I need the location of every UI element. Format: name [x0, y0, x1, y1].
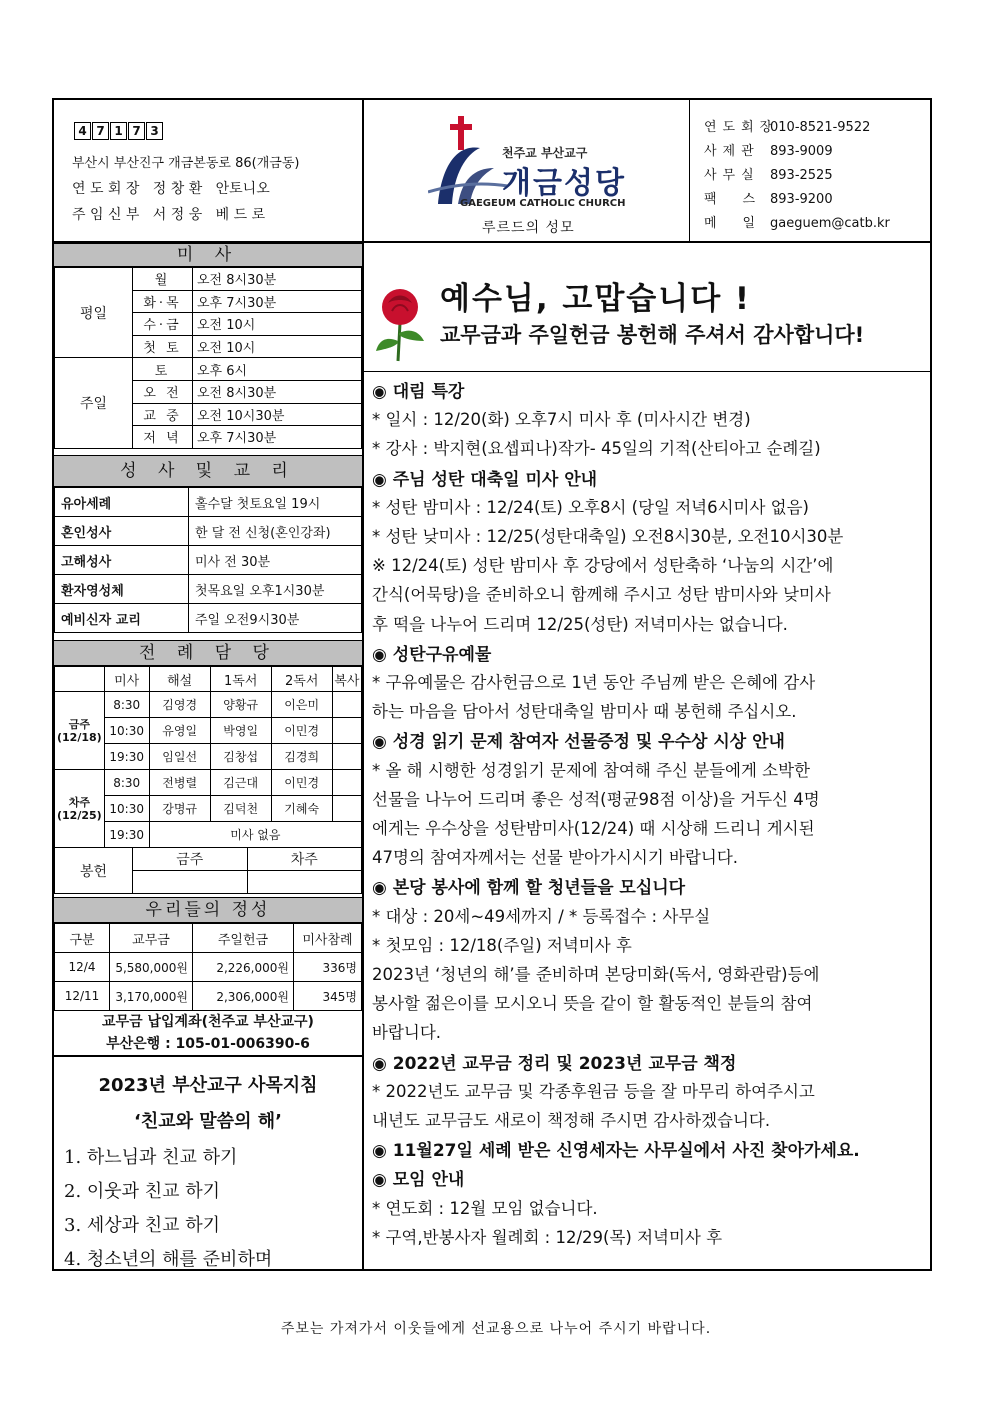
- no-mass-note: 미사 없음: [149, 822, 361, 848]
- table-row: [55, 268, 362, 291]
- logo-english-name: GAEGEUM CATHOLIC CHURCH: [460, 198, 626, 209]
- mass-section-title: 미 사: [54, 243, 362, 267]
- postal-digit: 7: [128, 122, 145, 140]
- liturgy-header: 미사: [104, 667, 149, 692]
- bonghun-this-week: 금주: [133, 848, 248, 871]
- mass-time: 오전 8시30분: [193, 380, 362, 403]
- offering-header: 미사참례: [294, 924, 362, 953]
- mass-time: 오후 7시30분: [193, 426, 362, 449]
- logo-diocese: 천주교 부산교구: [502, 146, 588, 160]
- sacrament-time: 홀수달 첫토요일 19시: [189, 488, 362, 517]
- mass-day: 오 전: [133, 380, 193, 403]
- contact-row: [704, 116, 870, 135]
- notice-line: 2023년 ‘청년의 해’를 준비하며 본당미화(독서, 영화관람)등에: [372, 965, 820, 984]
- sacrament-time: 첫목요일 오후1시30분: [189, 575, 362, 604]
- liturgy-header: 1독서: [210, 667, 271, 692]
- postal-digit: 1: [110, 122, 127, 140]
- contact-row: [704, 164, 833, 183]
- notice-line: * 일시 : 12/20(화) 오후7시 미사 후 (미사시간 변경): [372, 410, 751, 430]
- liturgy-cell: 김창섭: [210, 744, 271, 770]
- mass-time: 오전 10시: [193, 335, 362, 358]
- liturgy-cell: 기혜숙: [271, 796, 332, 822]
- president-line: 연 도 회 장 정 창 환 안토니오: [72, 181, 270, 197]
- sacrament-time: 미사 전 30분: [189, 546, 362, 575]
- postal-code: [74, 122, 163, 140]
- notice-heading: ◉ 주님 성탄 대축일 미사 안내: [372, 469, 598, 490]
- notice-line: 하는 마음을 담아서 성탄대축일 밤미사 때 봉헌해 주십시오.: [372, 702, 797, 722]
- account-line-2: 부산은행 : 105-01-006390-6: [106, 1036, 310, 1052]
- contact-value: 893-9200: [770, 192, 833, 207]
- contact-label: 사무실: [704, 168, 760, 183]
- bulletin-sheet: [52, 98, 932, 1271]
- pastoral-item: 2. 이웃과 친교 하기: [64, 1181, 221, 1202]
- contact-value: 893-9009: [770, 144, 833, 159]
- liturgy-header: 복사: [332, 667, 361, 692]
- mass-time: 오전 10시: [193, 313, 362, 336]
- liturgy-cell: [332, 744, 361, 770]
- offering-header: 교무금: [110, 924, 193, 953]
- offering-section-title: 우리들의 정성: [54, 897, 362, 923]
- notice-column: [364, 243, 930, 1269]
- notice-line: 간식(어묵탕)을 준비하오니 함께해 주시고 성탄 밤미사와 낮미사: [372, 585, 831, 605]
- notice-heading: ◉ 모임 안내: [372, 1170, 465, 1191]
- sacraments-table: [54, 487, 362, 633]
- offering-cell: 345명: [294, 982, 362, 1011]
- postal-digit: 3: [146, 122, 163, 140]
- contact-label: 팩스: [704, 192, 782, 207]
- liturgy-cell: 19:30: [104, 822, 149, 848]
- offering-cell: 12/4: [55, 953, 110, 982]
- liturgy-cell: 이은미: [271, 692, 332, 718]
- notice-line: 내년도 교무금도 새로이 책정해 주시면 감사하겠습니다.: [372, 1111, 771, 1130]
- liturgy-cell: 전병렬: [149, 770, 210, 796]
- notice-line: ※ 12/24(토) 성탄 밤미사 후 강당에서 성탄축하 ‘나눔의 시간’에: [372, 556, 834, 576]
- footer-note: 주보는 가져가서 이웃들에게 선교용으로 나누어 주시기 바랍니다.: [280, 1321, 712, 1337]
- offering-cell: 336명: [294, 953, 362, 982]
- liturgy-cell: 이민경: [271, 718, 332, 744]
- notice-line: * 대상 : 20세~49세까지 / * 등록접수 : 사무실: [372, 906, 711, 926]
- sacrament-time: 한 달 전 신청(혼인강좌): [189, 517, 362, 546]
- table-row: [55, 604, 362, 633]
- mass-day: 저 녁: [133, 426, 193, 449]
- contact-label: 연도회장: [704, 120, 779, 135]
- headline: 예수님, 고맙습니다 !: [440, 281, 752, 317]
- notice-line: 바랍니다.: [372, 1023, 442, 1043]
- sacraments-section-title: 성 사 및 교 리: [54, 455, 362, 487]
- mass-time: 오후 7시30분: [193, 290, 362, 313]
- bonghun-label: 봉헌: [55, 848, 133, 894]
- notice-line: 에게는 우수상을 성탄밤미사(12/24) 때 시상해 드리니 게시된: [372, 819, 815, 838]
- liturgy-cell: 박영일: [210, 718, 271, 744]
- mass-day: 월: [133, 268, 193, 291]
- pastor-line: 주 임 신 부 서 정 웅 베 드 로: [72, 207, 266, 223]
- table-row: [55, 692, 362, 718]
- offering-header: 구분: [55, 924, 110, 953]
- notice-line: 47명의 참여자께서는 선물 받아가시시기 바랍니다.: [372, 848, 738, 868]
- left-column: [54, 243, 364, 1269]
- liturgy-cell: 유영일: [149, 718, 210, 744]
- table-row: [55, 517, 362, 546]
- table-row: [55, 770, 362, 796]
- divider: [54, 1055, 362, 1057]
- liturgy-cell: 강명규: [149, 796, 210, 822]
- liturgy-cell: 김근대: [210, 770, 271, 796]
- this-week-label: 금주 (12/18): [55, 692, 105, 770]
- mass-day: 교 중: [133, 403, 193, 426]
- liturgy-corner: [55, 667, 105, 692]
- table-row: [55, 924, 362, 953]
- church-address: 부산시 부산진구 개금본동로 86(개금동): [72, 156, 300, 171]
- sacrament-name: 유아세례: [55, 488, 189, 517]
- liturgy-cell: [332, 692, 361, 718]
- liturgy-cell: 임일선: [149, 744, 210, 770]
- sacrament-name: 고해성사: [55, 546, 189, 575]
- pastoral-subtitle: ‘친교와 말씀의 해’: [134, 1111, 282, 1132]
- pastoral-item: 3. 세상과 친교 하기: [64, 1215, 221, 1236]
- table-row: [55, 488, 362, 517]
- table-row: [55, 575, 362, 604]
- notice-line: * 연도회 : 12월 모임 없습니다.: [372, 1198, 598, 1218]
- liturgy-cell: 이민경: [271, 770, 332, 796]
- postal-digit: 7: [92, 122, 109, 140]
- offering-cell: 2,306,000원: [193, 982, 294, 1011]
- notice-heading: ◉ 성경 읽기 문제 참여자 선물증정 및 우수상 시상 안내: [372, 732, 785, 753]
- rose-icon: [372, 283, 428, 363]
- postal-digit: 4: [74, 122, 91, 140]
- notice-line: * 구유예물은 감사헌금으로 1년 동안 주님께 받은 은혜에 감사: [372, 673, 816, 692]
- table-row: [55, 848, 362, 871]
- notice-line: * 성탄 낮미사 : 12/25(성탄대축일) 오전8시30분, 오전10시30분: [372, 527, 844, 546]
- pastoral-title: 2023년 부산교구 사목지침: [98, 1075, 318, 1096]
- liturgy-cell: 양황규: [210, 692, 271, 718]
- table-row: [55, 953, 362, 982]
- logo-church-name: 개금성당: [502, 166, 626, 201]
- notice-line: 후 떡을 나누어 드리며 12/25(성탄) 저녁미사는 없습니다.: [372, 614, 788, 634]
- notice-heading: ◉ 본당 봉사에 함께 할 청년들을 모십니다: [372, 878, 686, 899]
- bonghun-next-week: 차주: [247, 848, 362, 871]
- table-row: [55, 546, 362, 575]
- bonghun-cell: [247, 871, 362, 894]
- sacrament-name: 예비신자 교리: [55, 604, 189, 633]
- contact-value: gaeguem@catb.kr: [770, 216, 890, 231]
- sacrament-time: 주일 오전9시30분: [189, 604, 362, 633]
- notice-heading: ◉ 성탄구유예물: [372, 644, 492, 665]
- pastoral-item: 4. 청소년의 해를 준비하며: [64, 1249, 273, 1270]
- pastoral-guide: [54, 1071, 362, 1271]
- logo-caption: 루르드의 성모: [482, 220, 575, 236]
- mass-time: 오후 6시: [193, 358, 362, 381]
- mass-day: 첫 토: [133, 335, 193, 358]
- mass-day: 화·목: [133, 290, 193, 313]
- mass-schedule-table: [54, 267, 362, 449]
- liturgy-cell: [332, 796, 361, 822]
- table-row: [55, 667, 362, 692]
- notice-heading: ◉ 대림 특강: [372, 382, 465, 402]
- weekday-label: 평일: [55, 268, 133, 358]
- header-left: [54, 100, 364, 243]
- liturgy-cell: [332, 770, 361, 796]
- liturgy-cell: 김덕천: [210, 796, 271, 822]
- liturgy-cell: 19:30: [104, 744, 149, 770]
- liturgy-cell: 10:30: [104, 796, 149, 822]
- notice-line: * 첫모임 : 12/18(주일) 저녁미사 후: [372, 935, 632, 955]
- pastoral-item: 1. 하느님과 친교 하기: [64, 1147, 238, 1168]
- offering-cell: 2,226,000원: [193, 953, 294, 982]
- offering-header: 주일헌금: [193, 924, 294, 953]
- contact-box: [690, 100, 930, 243]
- mass-time: 오전 10시30분: [193, 403, 362, 426]
- table-row: [55, 358, 362, 381]
- contact-row: [704, 140, 833, 159]
- bonghun-cell: [133, 871, 248, 894]
- mass-day: 수·금: [133, 313, 193, 336]
- liturgy-header: 해설: [149, 667, 210, 692]
- account-line-1: 교무금 납입계좌(천주교 부산교구): [102, 1014, 314, 1030]
- liturgy-cell: 8:30: [104, 770, 149, 796]
- offering-table: [54, 923, 362, 1011]
- contact-row: [704, 188, 833, 207]
- table-row: [55, 982, 362, 1011]
- notice-line: * 올 해 시행한 성경읽기 문제에 참여해 주신 분들에게 소박한: [372, 760, 810, 780]
- notice-line: * 2022년도 교무금 및 각종후원금 등을 잘 마무리 하여주시고: [372, 1081, 815, 1101]
- liturgy-cell: 8:30: [104, 692, 149, 718]
- notice-heading: ◉ 2022년 교무금 정리 및 2023년 교무금 책정: [372, 1053, 737, 1074]
- divider: [364, 371, 930, 372]
- church-logo: [364, 100, 690, 243]
- offering-cell: 5,580,000원: [110, 953, 193, 982]
- liturgy-cell: [332, 718, 361, 744]
- offering-duty-table: [54, 847, 362, 894]
- notice-line: 선물을 나누어 드리며 좋은 성적(평균98점 이상)을 거두신 4명: [372, 789, 820, 809]
- mass-time: 오전 8시30분: [193, 268, 362, 291]
- contact-row: [704, 212, 890, 231]
- contact-label: 메일: [704, 216, 782, 231]
- liturgy-section-title: 전 례 담 당: [54, 640, 362, 666]
- offering-cell: 12/11: [55, 982, 110, 1011]
- notice-line: * 구역,반봉사자 월례회 : 12/29(목) 저녁미사 후: [372, 1227, 723, 1247]
- liturgy-cell: 10:30: [104, 718, 149, 744]
- subheadline: 교무금과 주일헌금 봉헌해 주셔서 감사합니다!: [440, 323, 865, 347]
- notice-line: * 성탄 밤미사 : 12/24(토) 오후8시 (당일 저녁6시미사 없음): [372, 497, 809, 517]
- liturgy-table: [54, 666, 362, 848]
- notice-heading: ◉ 11월27일 세례 받은 신영세자는 사무실에서 사진 찾아가세요.: [372, 1141, 860, 1162]
- notice-line: * 강사 : 박지현(요셉피나)작가- 45일의 기적(산티아고 순례길): [372, 439, 821, 459]
- next-week-label: 차주 (12/25): [55, 770, 105, 848]
- notice-line: 봉사할 젊은이를 모시오니 뜻을 같이 할 활동적인 분들의 참여: [372, 994, 813, 1014]
- liturgy-cell: 김경희: [271, 744, 332, 770]
- offering-cell: 3,170,000원: [110, 982, 193, 1011]
- mass-day: 토: [133, 358, 193, 381]
- sacrament-name: 환자영성체: [55, 575, 189, 604]
- contact-label: 사제관: [704, 144, 760, 159]
- contact-value: 893-2525: [770, 168, 833, 183]
- liturgy-cell: 김영경: [149, 692, 210, 718]
- sunday-label: 주일: [55, 358, 133, 448]
- sacrament-name: 혼인성사: [55, 517, 189, 546]
- liturgy-header: 2독서: [271, 667, 332, 692]
- contact-value: 010-8521-9522: [770, 120, 871, 135]
